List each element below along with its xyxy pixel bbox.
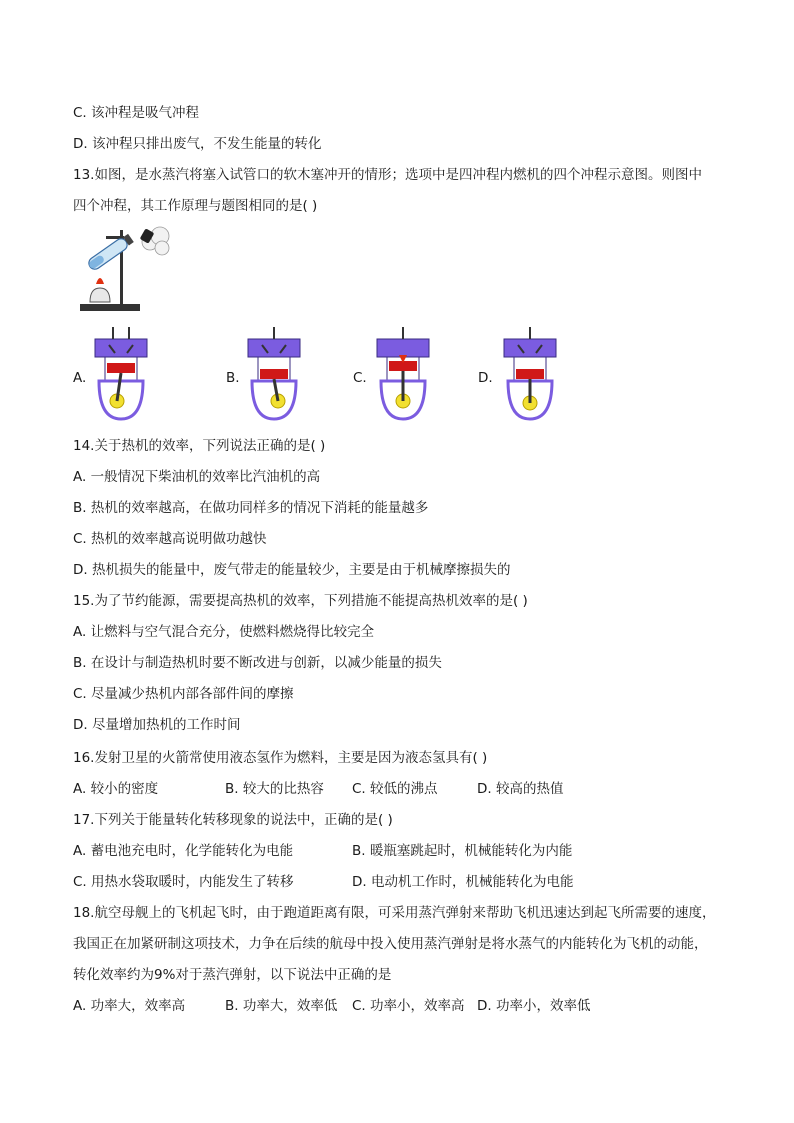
- q13-option-b: [226, 325, 326, 425]
- engine-diagram-b: [246, 325, 302, 421]
- q15-option-d: D. 尽量增加热机的工作时间: [73, 717, 241, 733]
- q18-option-a: A. 功率大，效率高: [73, 998, 186, 1014]
- q13-option-a: [73, 325, 173, 425]
- q15-option-a: A. 让燃料与空气混合充分，使燃料燃烧得比较完全: [73, 624, 375, 640]
- q18-stem-line2: 我国正在加紧研制这项技术，力争在后续的航母中投入使用蒸汽弹射是将水蒸气的内能转化为飞机的动能，: [73, 936, 708, 952]
- q13-option-c-label: C.: [353, 370, 367, 386]
- q17-stem: 17.下列关于能量转化转移现象的说法中，正确的是( ): [73, 812, 393, 828]
- q13-option-a-label: A.: [73, 370, 87, 386]
- q18-option-b: B. 功率大，效率低: [225, 998, 338, 1014]
- q18-option-d: D. 功率小，效率低: [477, 998, 591, 1014]
- q13-engine-options: [73, 325, 593, 425]
- q17-option-d: D. 电动机工作时，机械能转化为电能: [352, 874, 574, 890]
- q17-option-b: B. 暖瓶塞跳起时，机械能转化为内能: [352, 843, 573, 859]
- q13-stem-line1: 13.如图，是水蒸汽将塞入试管口的软木塞冲开的情形；选项中是四冲程内燃机的四个冲程示意图。则图中: [73, 167, 702, 183]
- q13-option-d-label: D.: [478, 370, 493, 386]
- q18-stem-line3: 转化效率约为9%对于蒸汽弹射，以下说法中正确的是: [73, 967, 392, 983]
- q15-option-b: B. 在设计与制造热机时要不断改进与创新，以减少能量的损失: [73, 655, 442, 671]
- engine-diagram-a: [93, 325, 149, 421]
- engine-diagram-d: [502, 325, 558, 421]
- q16-option-c: C. 较低的沸点: [352, 781, 438, 797]
- q17-option-a: A. 蓄电池充电时，化学能转化为电能: [73, 843, 294, 859]
- q16-option-b: B. 较大的比热容: [225, 781, 324, 797]
- q18-stem-line1: 18.航空母舰上的飞机起飞时，由于跑道距离有限，可采用蒸汽弹射来帮助飞机迅速达到起飞所需要的速度，: [73, 905, 716, 921]
- q14-option-d: D. 热机损失的能量中，废气带走的能量较少，主要是由于机械摩擦损失的: [73, 562, 511, 578]
- q12-option-d: D. 该冲程只排出废气，不发生能量的转化: [73, 136, 322, 152]
- q14-option-a: A. 一般情况下柴油机的效率比汽油机的高: [73, 469, 321, 485]
- q12-option-c: C. 该冲程是吸气冲程: [73, 105, 200, 121]
- engine-diagram-c: [375, 325, 431, 421]
- q15-option-c: C. 尽量减少热机内部各部件间的摩擦: [73, 686, 294, 702]
- test-tube-figure: [78, 222, 174, 318]
- q16-stem: 16.发射卫星的火箭常使用液态氢作为燃料，主要是因为液态氢具有( ): [73, 750, 488, 766]
- q15-stem: 15.为了节约能源，需要提高热机的效率，下列措施不能提高热机效率的是( ): [73, 593, 528, 609]
- q17-option-c: C. 用热水袋取暖时，内能发生了转移: [73, 874, 294, 890]
- q14-option-c: C. 热机的效率越高说明做功越快: [73, 531, 267, 547]
- q13-option-b-label: B.: [226, 370, 240, 386]
- q18-option-c: C. 功率小，效率高: [352, 998, 465, 1014]
- q13-option-d: [478, 325, 578, 425]
- q13-option-c: [353, 325, 453, 425]
- q16-option-d: D. 较高的热值: [477, 781, 564, 797]
- q16-option-a: A. 较小的密度: [73, 781, 159, 797]
- q13-stem-line2: 四个冲程，其工作原理与题图相同的是( ): [73, 198, 318, 214]
- q14-option-b: B. 热机的效率越高，在做功同样多的情况下消耗的能量越多: [73, 500, 429, 516]
- q14-stem: 14.关于热机的效率，下列说法正确的是( ): [73, 438, 326, 454]
